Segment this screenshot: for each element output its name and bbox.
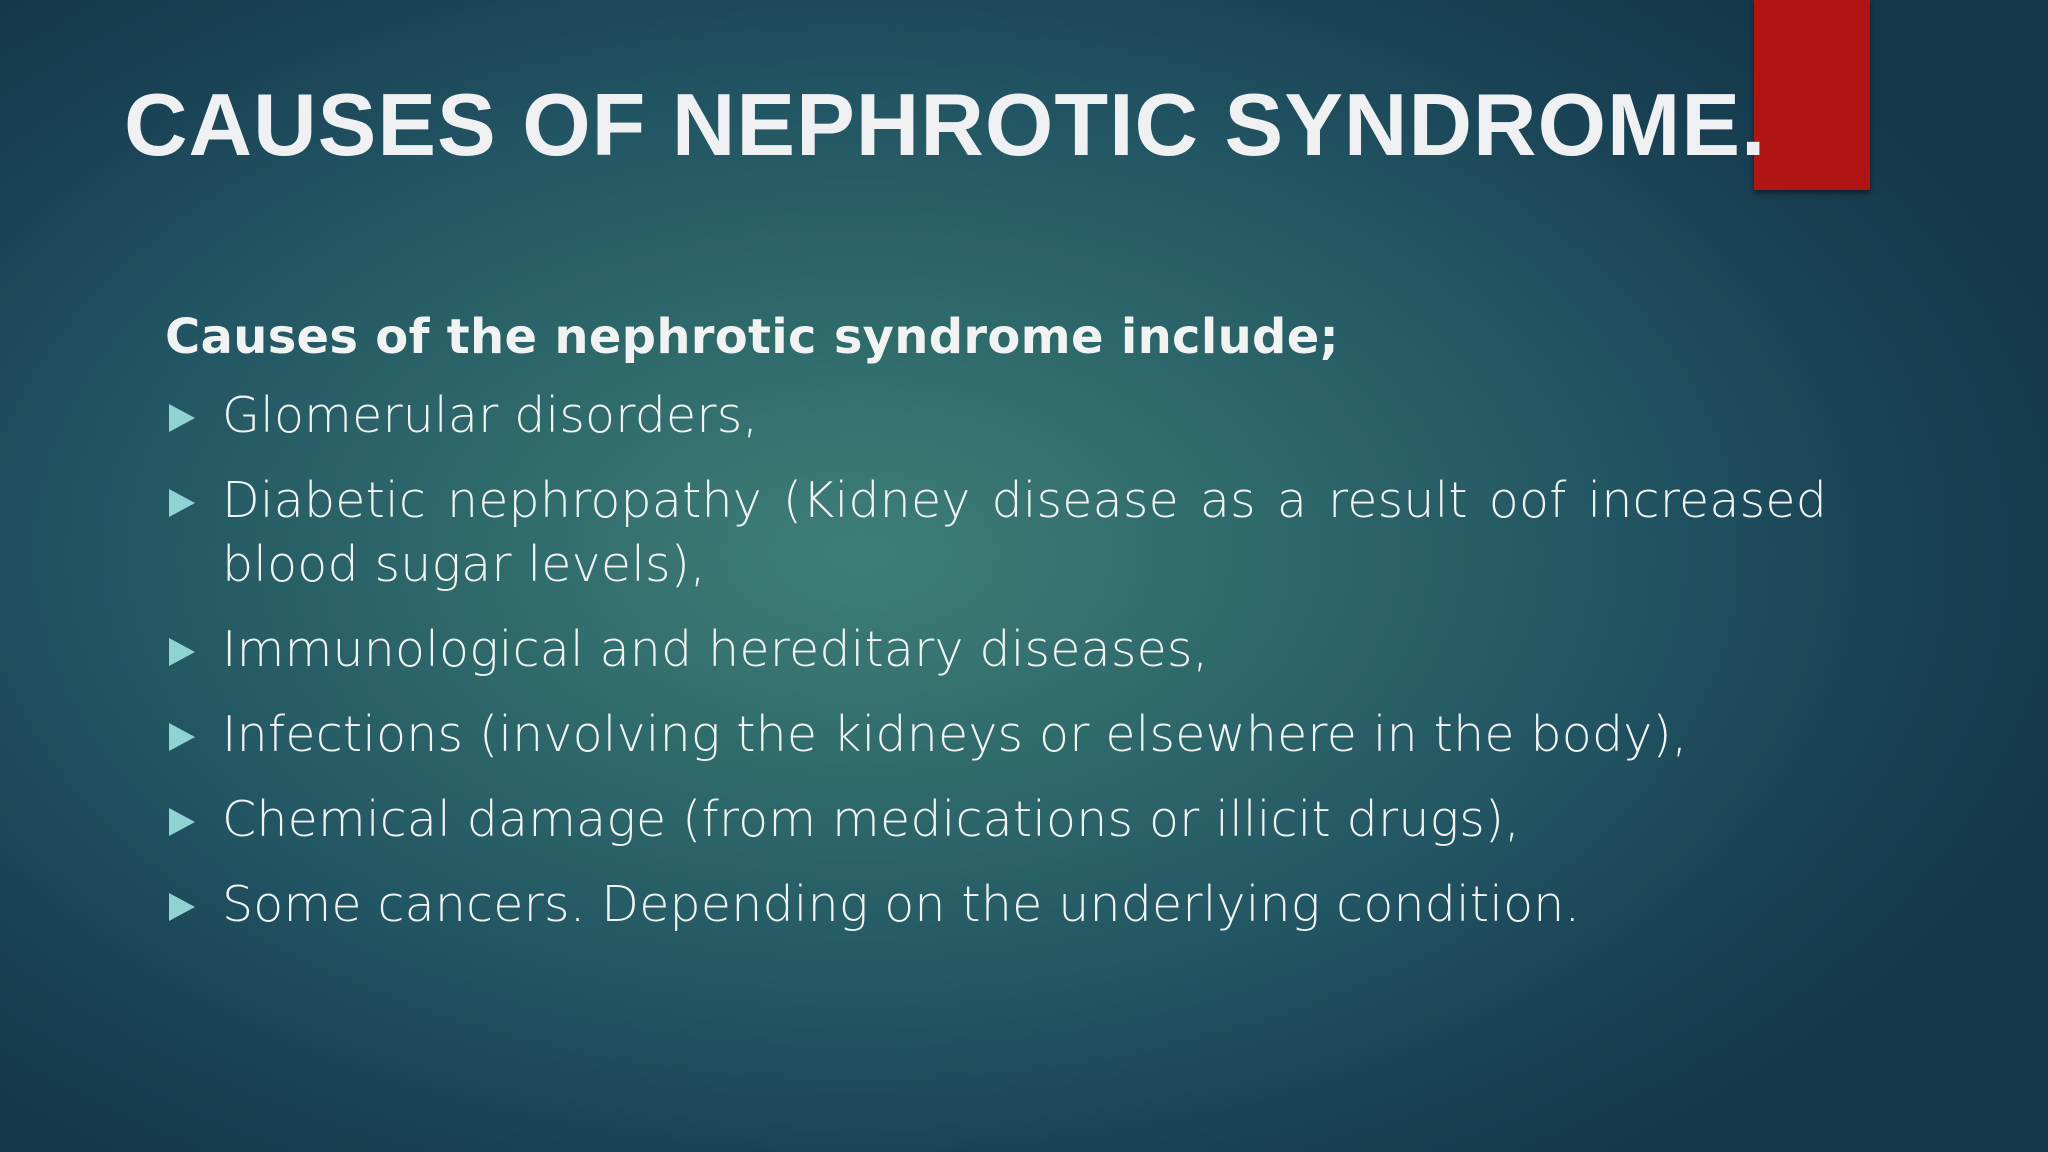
bullet-text: Glomerular disorders, xyxy=(222,387,759,444)
triangle-bullet-icon xyxy=(169,723,195,751)
list-item xyxy=(165,384,1827,448)
list-item xyxy=(165,873,1827,937)
list-item xyxy=(165,618,1827,682)
bullet-list xyxy=(165,384,1827,937)
list-item xyxy=(165,788,1827,852)
triangle-bullet-icon xyxy=(169,638,195,666)
slide-content xyxy=(165,300,1827,958)
triangle-bullet-icon xyxy=(169,893,195,921)
accent-bar xyxy=(1754,0,1870,190)
triangle-bullet-icon xyxy=(169,489,195,517)
bullet-text: Infections (involving the kidneys or elsewhere in the body), xyxy=(222,706,1688,763)
triangle-bullet-icon xyxy=(169,404,195,432)
list-item xyxy=(165,469,1827,597)
intro-text: Causes of the nephrotic syndrome include; xyxy=(165,309,1340,365)
bullet-text: Immunological and hereditary diseases, xyxy=(222,621,1209,678)
bullet-text: Diabetic nephropathy (Kidney disease as a result oof increased blood sugar levels), xyxy=(222,472,1827,593)
triangle-bullet-icon xyxy=(169,808,195,836)
slide-title: CAUSES OF NEPHROTIC SYNDROME. xyxy=(124,75,1767,174)
bullet-text: Chemical damage (from medications or illicit drugs), xyxy=(222,791,1521,848)
bullet-text: Some cancers. Depending on the underlying condition. xyxy=(222,876,1581,933)
list-item xyxy=(165,703,1827,767)
